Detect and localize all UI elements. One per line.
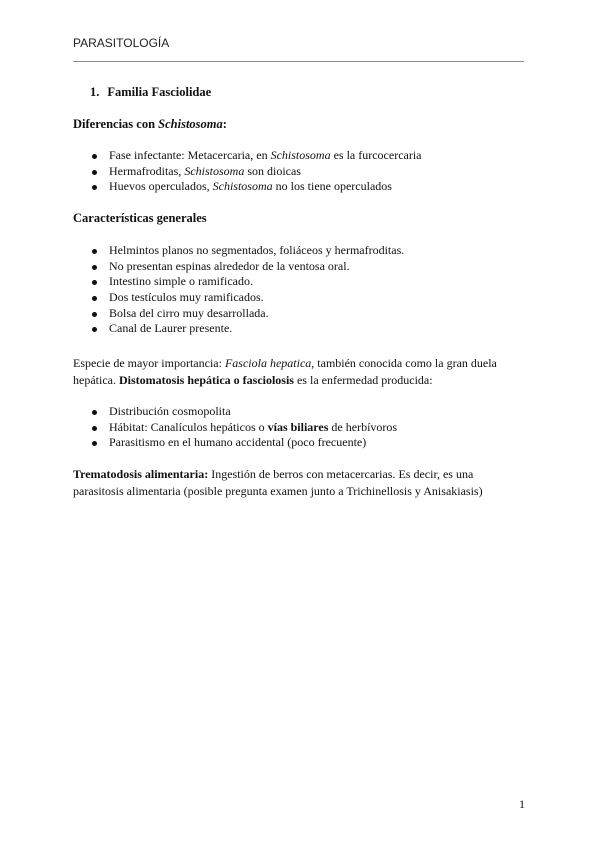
differences-heading-prefix: Diferencias con [73, 117, 159, 131]
page-number: 1 [519, 797, 525, 811]
list-item: Distribución cosmopolita [92, 404, 397, 420]
list-item: Fase infectante: Metacercaria, en Schistosoma es la furcocercaria [92, 148, 422, 164]
page-header-title: PARASITOLOGÍA [73, 36, 170, 50]
characteristics-list [92, 243, 404, 337]
list-item: Dos testículos muy ramificados. [92, 290, 404, 306]
differences-heading-italic: Schistosoma [158, 117, 223, 131]
section-title [90, 85, 211, 100]
list-item: Intestino simple o ramificado. [92, 274, 404, 290]
species-paragraph: Especie de mayor importancia: Fasciola hepatica, también conocida como la gran duela hepática. Distomatosis hepática o fasciolosis es la enfermedad producida: [73, 356, 497, 387]
list-item: Helmintos planos no segmentados, foliáceos y hermafroditas. [92, 243, 404, 259]
list-item: Parasitismo en el humano accidental (poco frecuente) [92, 435, 397, 451]
section-title-text: Familia Fasciolidae [107, 85, 212, 99]
section-number: 1. [90, 85, 100, 99]
list-item: Hábitat: Canalículos hepáticos o vías biliares de herbívoros [92, 420, 397, 436]
characteristics-heading: Características generales [73, 211, 207, 225]
header-divider [73, 61, 524, 62]
trematodosis-paragraph: Trematodosis alimentaria: Ingestión de berros con metacercarias. Es decir, es una parasitosis alimentaria (posible pregunta examen junto a Trichinellosis y Anisakiasis) [73, 467, 483, 498]
disease-name: Distomatosis hepática o fasciolosis [118, 372, 294, 387]
disease-list [92, 404, 397, 451]
list-item: Bolsa del cirro muy desarrollada. [92, 306, 404, 322]
list-item: No presentan espinas alrededor de la ventosa oral. [92, 259, 404, 275]
differences-list [92, 148, 422, 195]
list-item: Hermafroditas, Schistosoma son dioicas [92, 164, 422, 180]
differences-heading-suffix: : [222, 117, 227, 131]
list-item: Huevos operculados, Schistosoma no los tiene operculados [92, 179, 422, 195]
species-name: Fasciola hepatica [224, 356, 312, 370]
differences-heading [73, 117, 227, 132]
trematodosis-label: Trematodosis alimentaria: [73, 467, 209, 481]
list-item: Canal de Laurer presente. [92, 321, 404, 337]
